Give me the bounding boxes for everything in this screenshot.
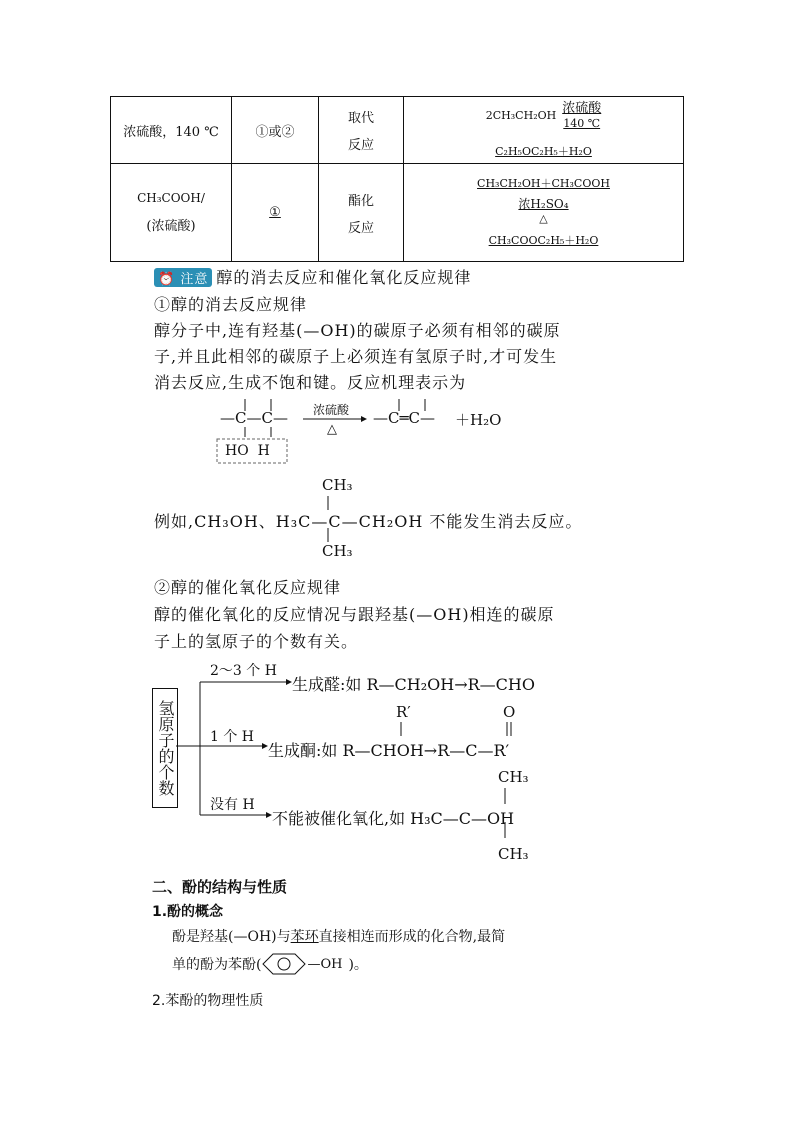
bond-text: ① <box>269 205 281 220</box>
subheading: ②醇的催化氧化反应规律 <box>154 578 342 597</box>
equation-product: C₂H₅OC₂H₅＋H₂O <box>495 145 592 159</box>
example-substituent: CH₃ <box>322 542 353 560</box>
branch-result: 生成酮:如 R—CHOH→R—C—R′ <box>268 741 510 760</box>
type-text: 反应 <box>347 220 374 236</box>
table-row <box>111 164 684 262</box>
section-heading: 二、酚的结构与性质 <box>152 878 288 896</box>
type-text: 反应 <box>347 138 374 153</box>
mechanism-product: —C═C— <box>373 409 435 427</box>
mechanism-leaving-groups: HO H <box>225 443 270 459</box>
equation-reactant: 2CH₃CH₂OH <box>485 109 557 123</box>
subheading: ①醇的消去反应规律 <box>154 295 308 314</box>
reagent-text: CH₃COOH/ <box>137 191 205 205</box>
paragraph-line <box>172 926 505 946</box>
equation-cell <box>404 97 684 164</box>
paragraph-line: 消去反应,生成不饱和键。反应机理表示为 <box>154 373 467 392</box>
type-text: 酯化 <box>347 193 374 209</box>
branch-substituent: CH₃ <box>498 845 529 863</box>
mechanism-reactant: —C—C— <box>220 409 288 427</box>
branch-result: 不能被催化氧化,如 H₃C—C—OH <box>272 809 515 828</box>
text-run: )。 <box>348 957 368 973</box>
branch-condition: 没有 H <box>210 797 255 813</box>
equation-condition: 浓H₂SO₄ <box>518 197 569 212</box>
equation-cell <box>404 164 684 262</box>
reagent-text: 浓硫酸，140 ℃ <box>123 124 219 140</box>
branch-result: 生成醛:如 R—CH₂OH→R—CHO <box>292 675 535 694</box>
branch-substituent: R′ <box>396 703 411 721</box>
equation-product: CH₃COOC₂H₅＋H₂O <box>488 233 599 247</box>
paragraph-line: 子上的氢原子的个数有关。 <box>154 632 359 651</box>
benzene-ring-icon <box>261 952 307 976</box>
branch-substituent: CH₃ <box>498 768 529 786</box>
example-line: 例如,CH₃OH、H₃C—C—CH₂OH 不能发生消去反应。 <box>154 512 583 531</box>
bond-cell <box>232 164 319 262</box>
mechanism-condition: △ <box>327 422 337 437</box>
note-badge: ⏰ 注意 <box>154 268 212 287</box>
text-run: 单的酚为苯酚( <box>172 957 262 973</box>
bond-cell <box>232 97 319 164</box>
note-title <box>154 265 471 288</box>
equation-condition: △ <box>539 212 548 226</box>
paragraph-line <box>172 952 368 976</box>
branch-condition: 2～3 个 H <box>210 663 277 679</box>
equation-condition: 浓硫酸 <box>562 101 602 117</box>
branch-condition: 1 个 H <box>210 729 255 745</box>
equation-condition: 140 ℃ <box>563 117 601 131</box>
elimination-mechanism <box>215 395 515 465</box>
note-title-text: 醇的消去反应和催化氧化反应规律 <box>216 268 472 287</box>
type-cell <box>319 97 404 164</box>
example-substituent: CH₃ <box>322 476 353 494</box>
bond-text: ①或② <box>255 124 295 140</box>
equation-reactant: CH₃CH₂OH＋CH₃COOH <box>477 177 610 191</box>
text-run: 直接相连而形成的化合物,最简 <box>318 929 506 945</box>
reagent-text: (浓硫酸) <box>146 219 196 234</box>
ketone-bonds <box>396 720 526 740</box>
mechanism-condition: 浓硫酸 <box>313 403 350 417</box>
reagent-cell <box>111 164 232 262</box>
reaction-table <box>110 96 684 262</box>
subsection-heading: 2.苯酚的物理性质 <box>152 993 264 1009</box>
paragraph-line: 子,并且此相邻的碳原子上必须连有氢原子时,才可发生 <box>154 347 558 366</box>
branch-substituent: O <box>503 703 516 721</box>
hydroxyl-group: —OH <box>307 956 343 972</box>
table-row <box>111 97 684 164</box>
type-cell <box>319 164 404 262</box>
reagent-cell <box>111 97 232 164</box>
paragraph-line: 醇分子中,连有羟基(—OH)的碳原子必须有相邻的碳原 <box>154 321 561 340</box>
type-text: 取代 <box>347 111 374 126</box>
text-run: 酚是羟基(—OH)与 <box>172 929 291 945</box>
benzene-ring-term: 苯环 <box>290 929 319 945</box>
subsection-heading: 1.酚的概念 <box>152 904 224 920</box>
branch-label-box: 氢原子的个数 <box>152 688 178 808</box>
mechanism-water: ＋H₂O <box>455 411 502 429</box>
paragraph-line: 醇的催化氧化的反应情况与跟羟基(—OH)相连的碳原 <box>154 605 555 624</box>
note-badge-text: 注意 <box>180 272 209 287</box>
